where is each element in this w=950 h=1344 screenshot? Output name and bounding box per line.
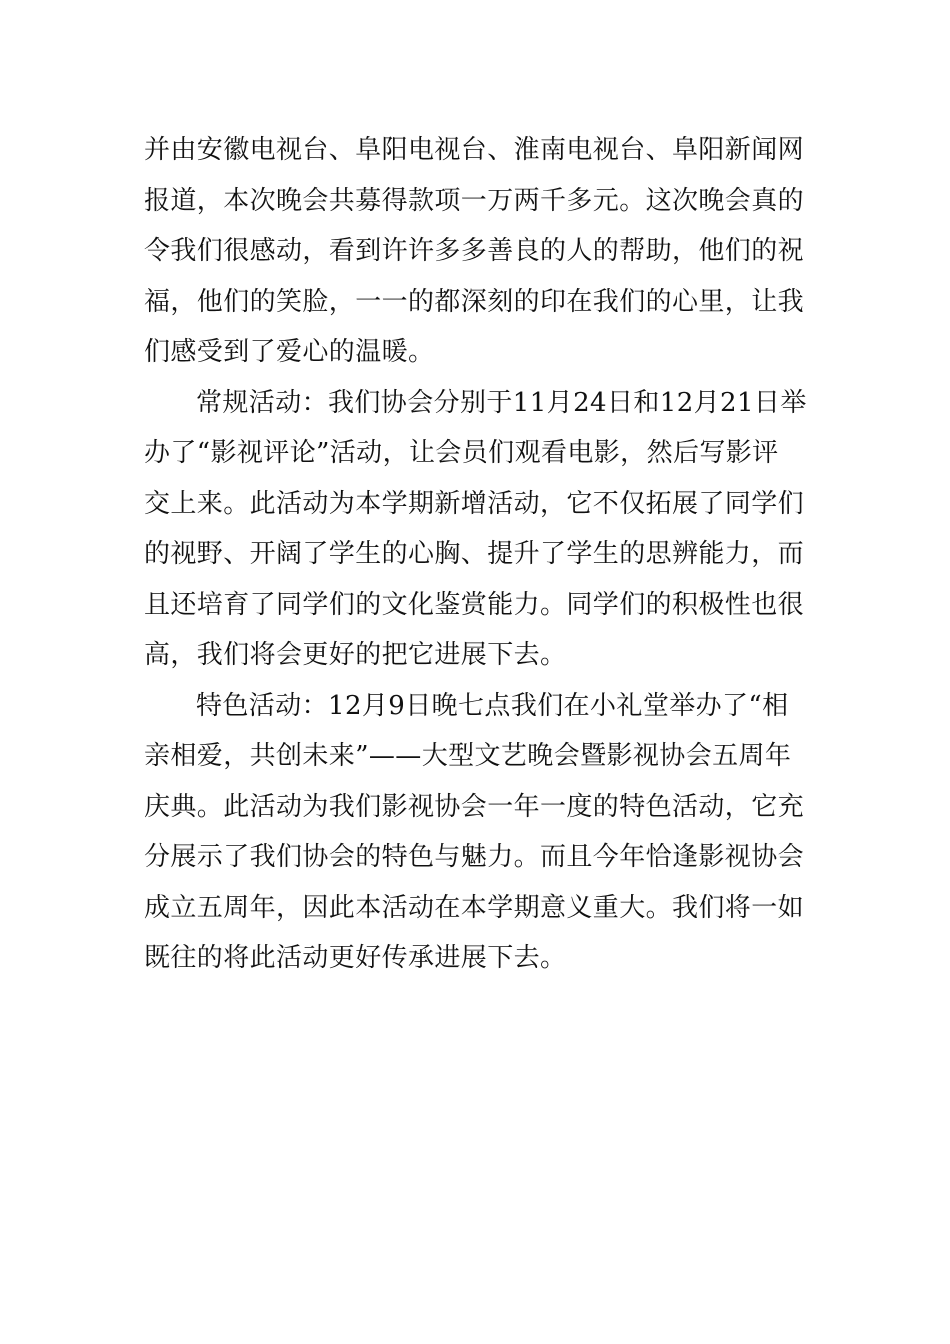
paragraph-line: 成立五周年，因此本活动在本学期意义重大。我们将一如 bbox=[144, 892, 805, 923]
paragraph-line: 的视野、开阔了学生的心胸、提升了学生的思辨能力，而 bbox=[144, 539, 805, 569]
paragraph-line: 庆典。此活动为我们影视协会一年一度的特色活动，它充 bbox=[144, 791, 805, 822]
paragraph-line: 并由安徽电视台、阜阳电视台、淮南电视台、阜阳新闻网 bbox=[144, 135, 805, 165]
paragraph-line: 特色活动：12月9日晚七点我们在小礼堂举办了“相 bbox=[196, 690, 789, 721]
paragraph-line: 且还培育了同学们的文化鉴赏能力。同学们的积极性也很 bbox=[144, 589, 805, 620]
paragraph-special-activities bbox=[144, 681, 809, 984]
paragraph-line: 既往的将此活动更好传承进展下去。 bbox=[144, 943, 567, 973]
paragraph-line: 福，他们的笑脸，一一的都深刻的印在我们的心里，让我 bbox=[144, 286, 805, 317]
paragraph-line: 们感受到了爱心的温暖。 bbox=[144, 337, 435, 367]
document-body bbox=[144, 125, 809, 984]
paragraph-line: 交上来。此活动为本学期新增活动，它不仅拓展了同学们 bbox=[144, 488, 805, 519]
paragraph-regular-activities bbox=[144, 378, 809, 681]
paragraph-line: 令我们很感动，看到许许多多善良的人的帮助，他们的祝 bbox=[144, 236, 805, 266]
paragraph-line: 分展示了我们协会的特色与魅力。而且今年恰逢影视协会 bbox=[144, 842, 805, 872]
paragraph-1 bbox=[144, 125, 809, 378]
paragraph-line: 高，我们将会更好的把它进展下去。 bbox=[144, 640, 567, 670]
paragraph-line: 常规活动：我们协会分别于11月24日和12月21日举 bbox=[196, 387, 807, 418]
paragraph-line: 亲相爱，共创未来”——大型文艺晚会暨影视协会五周年 bbox=[144, 741, 792, 771]
paragraph-line: 办了“影视评论”活动，让会员们观看电影，然后写影评 bbox=[144, 438, 779, 468]
paragraph-line: 报道，本次晚会共募得款项一万两千多元。这次晚会真的 bbox=[144, 185, 805, 216]
